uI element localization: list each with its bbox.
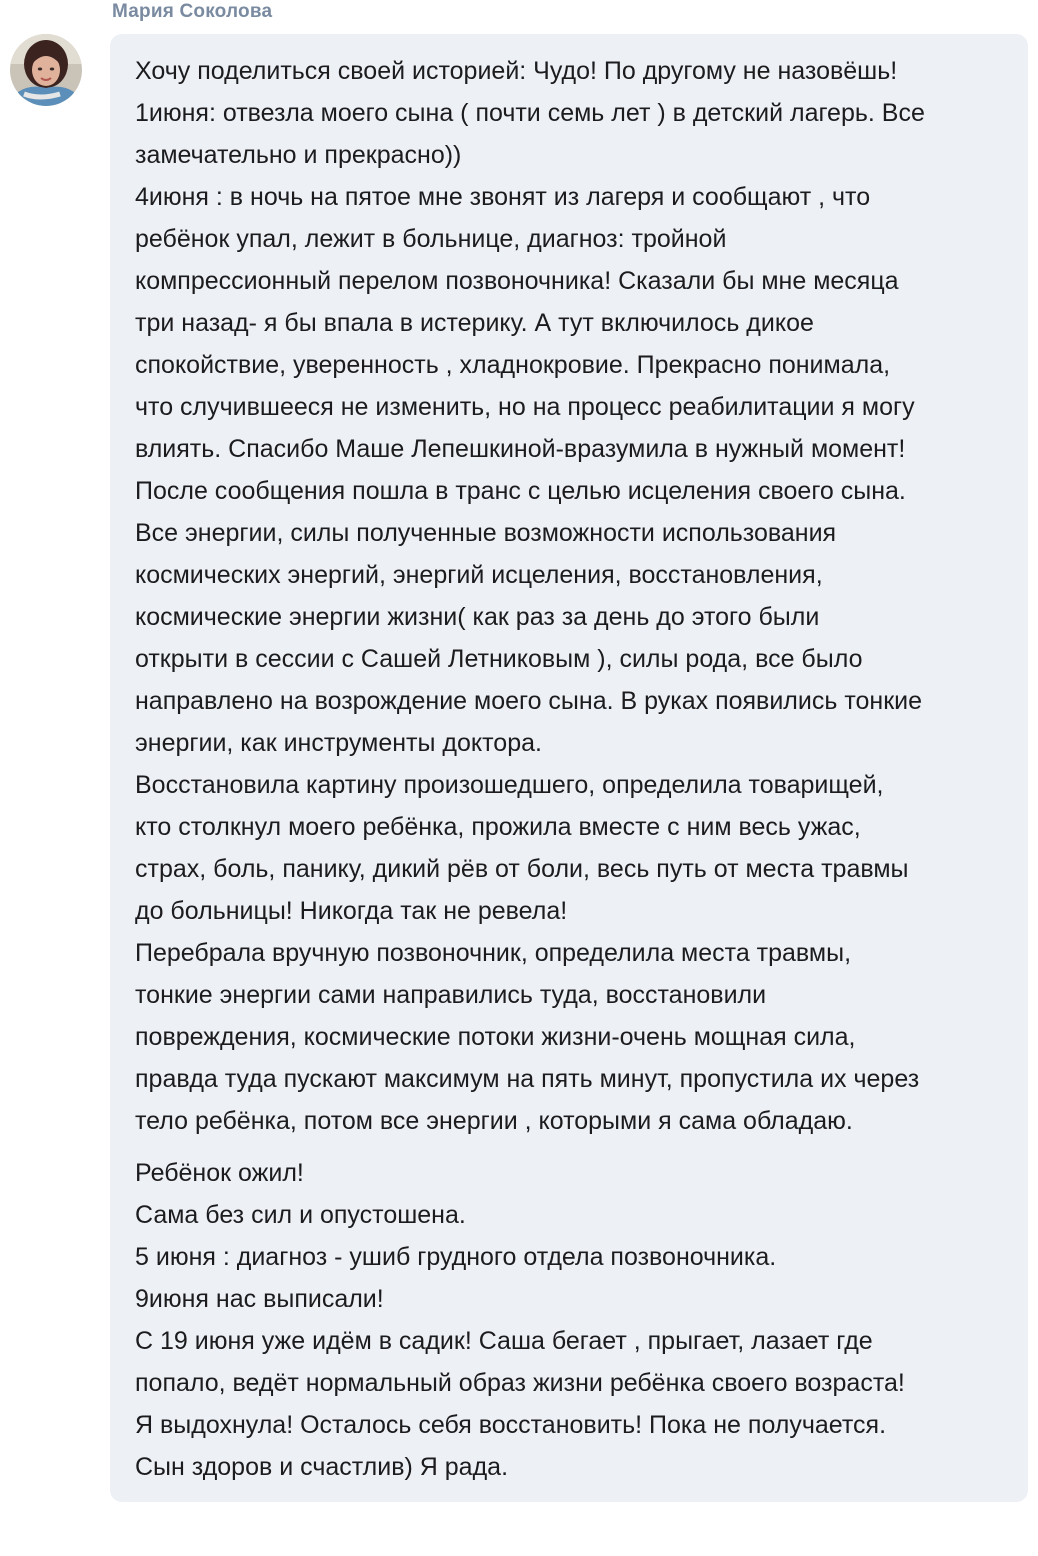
message-line: что случившееся не изменить, но на процесс реабилитации я могу bbox=[135, 393, 915, 421]
message-line: тонкие энергии сами направились туда, восстановили bbox=[135, 981, 767, 1009]
message-line: 5 июня : диагноз - ушиб грудного отдела позвоночника. bbox=[135, 1243, 777, 1271]
message-line: правда туда пускают максимум на пять минут, пропустила их через bbox=[135, 1065, 920, 1093]
message-line: до больницы! Никогда так не ревела! bbox=[135, 897, 568, 925]
message-line: спокойствие, уверенность , хладнокровие. Прекрасно понимала, bbox=[135, 351, 891, 379]
message-line: 4июня : в ночь на пятое мне звонят из лагеря и сообщают , что bbox=[135, 183, 871, 211]
message-bubble bbox=[110, 34, 1028, 1502]
message-line: Сама без сил и опустошена. bbox=[135, 1201, 466, 1229]
message-line: влиять. Спасибо Маше Лепешкиной-вразумила в нужный момент! bbox=[135, 435, 906, 463]
avatar-photo bbox=[10, 34, 82, 106]
author-name[interactable]: Мария Соколова bbox=[112, 1, 273, 22]
message-line: космические энергии жизни( как раз за день до этого были bbox=[135, 603, 820, 631]
paragraph-gap bbox=[135, 1142, 1010, 1152]
message-line: С 19 июня уже идём в садик! Саша бегает , прыгает, лазает где bbox=[135, 1327, 873, 1355]
message-line: направлено на возрождение моего сына. В руках появились тонкие bbox=[135, 687, 923, 715]
message-line: компрессионный перелом позвоночника! Сказали бы мне месяца bbox=[135, 267, 899, 295]
message-paragraph bbox=[135, 1152, 1010, 1488]
message-line: Восстановила картину произошедшего, определила товарищей, bbox=[135, 771, 884, 799]
message-line: 9июня нас выписали! bbox=[135, 1285, 384, 1313]
avatar[interactable] bbox=[10, 34, 82, 106]
message-line: попало, ведёт нормальный образ жизни ребёнка своего возраста! bbox=[135, 1369, 905, 1397]
message-line: тело ребёнка, потом все энергии , которыми я сама обладаю. bbox=[135, 1107, 853, 1135]
message-line: кто столкнул моего ребёнка, прожила вместе с ним весь ужас, bbox=[135, 813, 861, 841]
message-line: повреждения, космические потоки жизни-очень мощная сила, bbox=[135, 1023, 856, 1051]
message-line: замечательно и прекрасно)) bbox=[135, 141, 462, 169]
message-line: энергии, как инструменты доктора. bbox=[135, 729, 542, 757]
message-text bbox=[135, 50, 1010, 1488]
message-line: После сообщения пошла в транс с целью исцеления своего сына. bbox=[135, 477, 906, 505]
message-line: космических энергий, энергий исцеления, восстановления, bbox=[135, 561, 823, 589]
message-line: Сын здоров и счастлив) Я рада. bbox=[135, 1453, 509, 1481]
message-line: Я выдохнула! Осталось себя восстановить! Пока не получается. bbox=[135, 1411, 887, 1439]
message-line: 1июня: отвезла моего сына ( почти семь лет ) в детский лагерь. Все bbox=[135, 99, 925, 127]
message-paragraph bbox=[135, 50, 1010, 1142]
message-line: ребёнок упал, лежит в больнице, диагноз: тройной bbox=[135, 225, 727, 253]
message-line: страх, боль, панику, дикий рёв от боли, весь путь от места травмы bbox=[135, 855, 909, 883]
message-line: Все энергии, силы полученные возможности использования bbox=[135, 519, 837, 547]
message-line: Хочу поделиться своей историей: Чудо! По другому не назовёшь! bbox=[135, 57, 898, 85]
message-line: открыти в сессии с Сашей Летниковым ), силы рода, все было bbox=[135, 645, 863, 673]
message-line: Перебрала вручную позвоночник, определила места травмы, bbox=[135, 939, 852, 967]
message-line: три назад- я бы впала в истерику. А тут включилось дикое bbox=[135, 309, 814, 337]
message-line: Ребёнок ожил! bbox=[135, 1159, 304, 1187]
